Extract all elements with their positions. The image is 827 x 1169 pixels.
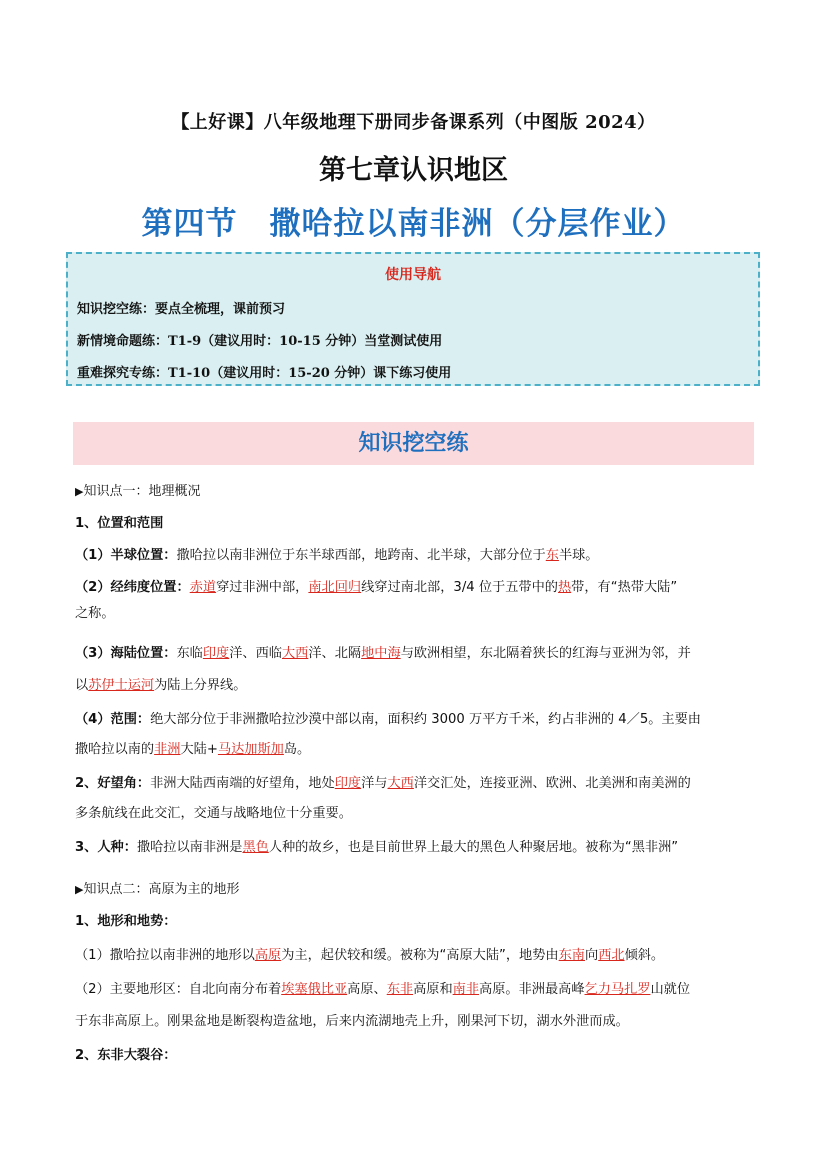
section-number: 第四节 — [141, 206, 238, 242]
paragraph-scope: （4）范围：绝大部分位于非洲撒哈拉沙漠中部以南，面积约 3000 万平方千米，约占非洲的 4／5。主要由 — [75, 712, 701, 727]
answer-blank: 印度 — [202, 646, 230, 661]
paragraph-sea-land-cont: 以苏伊士运河为陆上分界线。 — [75, 678, 247, 693]
paragraph-latlong-cont: 之称。 — [75, 606, 115, 621]
paragraph-landforms-cont: 于东非高原上。刚果盆地是断裂构造盆地，后来内流湖地壳上升，刚果河下切，湖水外泄而成。 — [75, 1014, 629, 1029]
usage-guide-heading: 使用导航 — [385, 267, 441, 283]
chapter-title: 第七章认识地区 — [319, 155, 508, 186]
usage-guide-line-2: 新情境命题练：T1-9（建议用时：10-15 分钟）当堂测试使用 — [77, 334, 443, 349]
paragraph-cape: 2、好望角：非洲大陆西南端的好望角，地处印度洋与大西洋交汇处，连接亚洲、欧洲、北美洲和南美洲的 — [75, 776, 691, 791]
paragraph-landforms: （2）主要地形区：自北向南分布着埃塞俄比亚高原、东非高原和南非高原。非洲最高峰乞力马扎罗山就位 — [75, 982, 691, 997]
answer-blank: 东南 — [558, 948, 585, 963]
answer-blank: 马达加斯加 — [217, 742, 284, 757]
answer-blank: 南北回归 — [308, 580, 362, 595]
answer-blank: 热 — [557, 580, 572, 595]
answer-blank: 印度 — [334, 776, 362, 791]
answer-blank: 埃塞俄比亚 — [281, 982, 348, 997]
paragraph-terrain: （1）撒哈拉以南非洲的地形以高原为主，起伏较和缓。被称为“高原大陆”，地势由东南向西北倾斜。 — [75, 948, 665, 963]
answer-blank: 高原 — [254, 948, 282, 963]
answer-blank: 赤道 — [189, 580, 217, 595]
heading-rift-valley: 2、东非大裂谷： — [75, 1048, 177, 1063]
triangle-marker-icon: ▶ — [75, 883, 84, 896]
knowledge-point-1-title: ▶知识点一：地理概况 — [75, 484, 201, 499]
answer-blank: 大西 — [387, 776, 414, 791]
section-title — [0, 198, 827, 243]
answer-blank: 苏伊士运河 — [88, 678, 155, 693]
heading-position-range: 1、位置和范围 — [75, 516, 164, 531]
series-title: 【上好课】八年级地理下册同步备课系列（中图版 2024） — [171, 112, 656, 133]
answer-blank: 黑色 — [242, 840, 269, 855]
answer-blank: 南非 — [452, 982, 480, 997]
answer-blank: 东 — [545, 548, 559, 563]
knowledge-point-2-title: ▶知识点二：高原为主的地形 — [75, 882, 240, 897]
usage-guide-line-1: 知识挖空练：要点全梳理，课前预习 — [77, 302, 286, 317]
answer-blank: 非洲 — [154, 742, 181, 757]
paragraph-race: 3、人种：撒哈拉以南非洲是黑色人种的故乡，也是目前世界上最大的黑色人种聚居地。被称为“黑非洲” — [75, 840, 679, 855]
answer-blank: 西北 — [598, 948, 625, 963]
triangle-marker-icon: ▶ — [75, 485, 84, 498]
answer-blank: 地中海 — [361, 646, 401, 661]
section-name: 撒哈拉以南非洲（分层作业） — [269, 206, 686, 242]
paragraph-scope-cont: 撒哈拉以南的非洲大陆+马达加斯加岛。 — [75, 742, 311, 757]
answer-blank: 大西 — [282, 646, 309, 661]
paragraph-hemisphere: （1）半球位置：撒哈拉以南非洲位于东半球西部，地跨南、北半球，大部分位于东半球。 — [75, 548, 599, 563]
paragraph-cape-cont: 多条航线在此交汇，交通与战略地位十分重要。 — [75, 806, 352, 821]
answer-blank: 东非 — [386, 982, 414, 997]
heading-terrain: 1、地形和地势： — [75, 914, 177, 929]
paragraph-sea-land: （3）海陆位置：东临印度洋、西临大西洋、北隔地中海与欧洲相望，东北隔着狭长的红海与亚洲为邻，并 — [75, 646, 691, 661]
answer-blank: 乞力马扎罗 — [584, 982, 651, 997]
usage-guide-box — [66, 252, 760, 386]
section-banner: 知识挖空练 — [73, 422, 754, 465]
usage-guide-line-3: 重难探究专练：T1-10（建议用时：15-20 分钟）课下练习使用 — [77, 366, 452, 381]
paragraph-latlong: （2）经纬度位置：赤道穿过非洲中部，南北回归线穿过南北部，3/4 位于五带中的热带，有“热带大陆” — [75, 580, 678, 595]
